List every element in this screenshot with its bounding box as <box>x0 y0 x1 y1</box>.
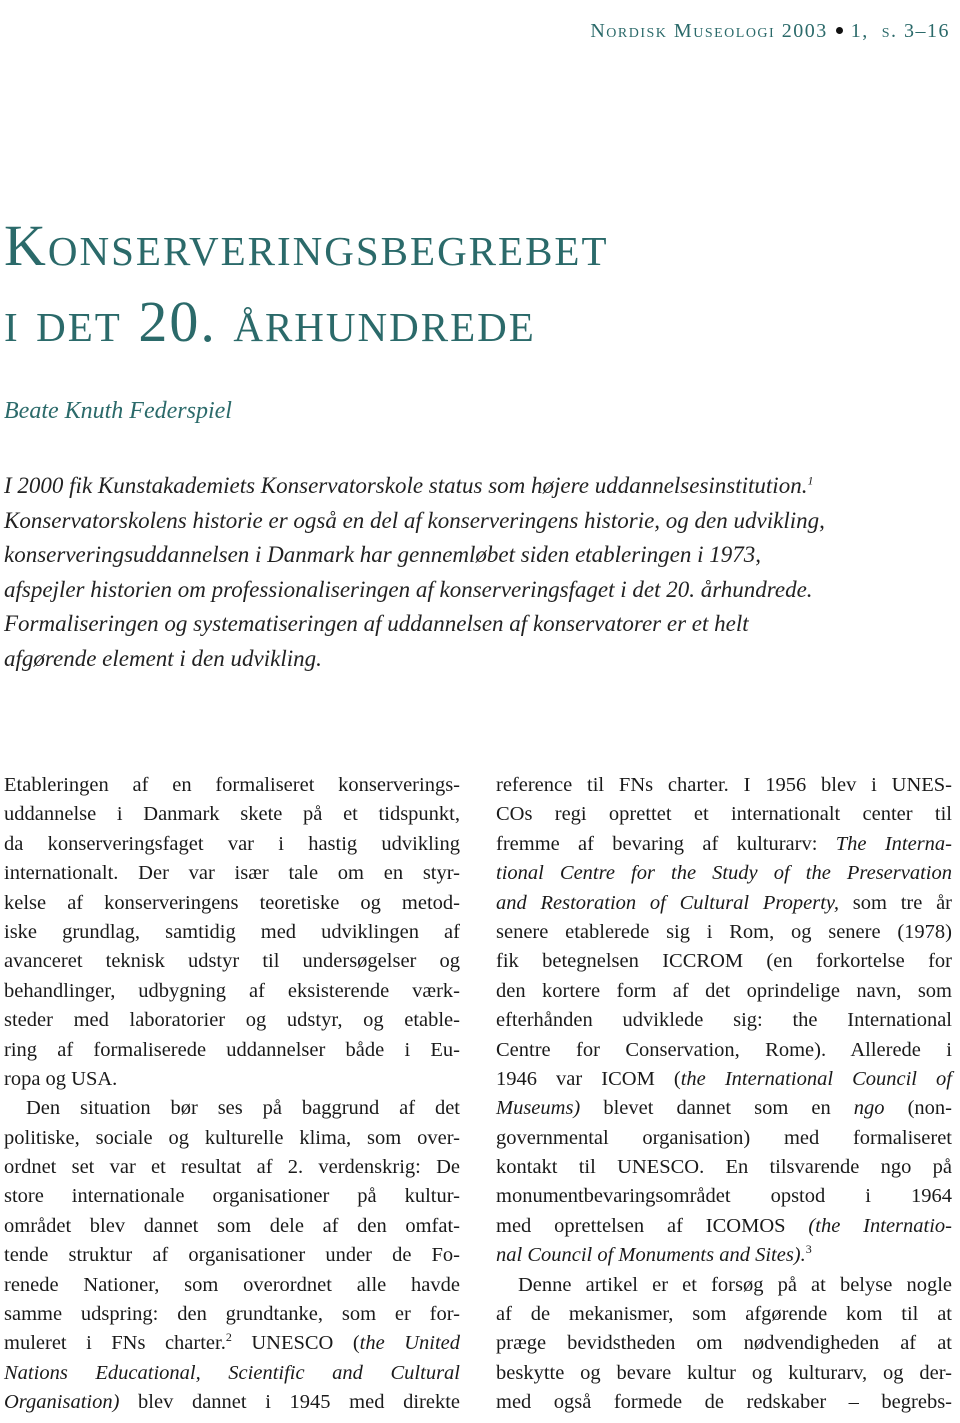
body-line: politiske, sociale og kulturelle klima, som over- <box>4 1126 460 1149</box>
abstract <box>4 469 954 676</box>
body-line: nal Council of Monuments and Sites).$^3$ <box>496 1242 812 1267</box>
body-line: fik betegnelsen ICCROM (en forkortelse for <box>496 950 952 973</box>
title-line-2: i det 20. århundrede <box>4 289 536 354</box>
body-line: kontakt til UNESCO. En tilsvarende ngo på <box>496 1156 952 1179</box>
abstract-line: afgørende element i den udvikling. <box>4 645 322 671</box>
body-line: behandlinger, udbygning af eksisterende værk- <box>4 979 460 1002</box>
body-line: fremme af bevaring af kulturarv: The Interna- <box>496 832 952 855</box>
body-line: ring af formaliserede uddannelser både i Eu- <box>4 1038 460 1061</box>
body-line: reference til FNs charter. I 1956 blev i UNES- <box>496 774 952 796</box>
body-line: ordnet set var et resultat af 2. verdenskrig: De <box>4 1156 460 1179</box>
body-line: renede Nationer, som overordnet alle havde <box>4 1273 460 1296</box>
bullet-dot-icon <box>836 27 843 34</box>
body-line: 1946 var ICOM (the International Council of <box>496 1067 952 1090</box>
body-line: governmental organisation) med formaliseret <box>496 1126 952 1149</box>
body-line: beskytte og bevare kultur og kulturarv, og der- <box>496 1361 952 1384</box>
body-line: senere etablerede sig i Rom, og senere (1978) <box>496 920 952 943</box>
body-line: uddannelse i Danmark skete på et tidspunkt, <box>4 803 460 826</box>
body-line: and Restoration of Cultural Property, som tre år <box>496 891 952 914</box>
running-head <box>590 20 950 43</box>
body-line: efterhånden udviklede sig: the International <box>496 1009 952 1032</box>
body-line: den kortere form af det oprindelige navn, som <box>496 979 952 1002</box>
footnote-ref-2[interactable]: 2 <box>225 1330 232 1345</box>
abstract-line: afspejler historien om professionaliseringen af konserveringsfaget i det 20. århundrede. <box>4 576 813 602</box>
body-line: internationalt. Der var især tale om en styr- <box>4 862 460 885</box>
body-line: tende struktur af organisationer under de Fo- <box>4 1244 460 1267</box>
title-line-1: Konserveringsbegrebet <box>4 213 609 278</box>
body-line: Organisation) blev dannet i 1945 med direkte <box>4 1391 460 1414</box>
author-name: Beate Knuth Federspiel <box>4 398 232 424</box>
body-line: monumentbevaringsområdet opstod i 1964 <box>496 1185 952 1208</box>
journal-name: Nordisk Museologi 2003 <box>590 20 828 42</box>
body-line: præge bevidstheden om nødvendigheden af at <box>496 1332 952 1355</box>
abstract-line: Formaliseringen og systematiseringen af uddannelsen af konservatorer er et helt <box>4 611 749 636</box>
page-range: s. 3–16 <box>881 20 950 42</box>
body-line: Nations Educational, Scientific and Cultural <box>4 1361 460 1384</box>
footnote-ref-1[interactable]: 1 <box>807 473 814 488</box>
body-line: Denne artikel er et forsøg på at belyse nogle <box>518 1273 952 1296</box>
body-line: kelse af konserveringens teoretiske og metod- <box>4 891 460 914</box>
body-line: ropa og USA. <box>4 1067 118 1090</box>
body-line: steder med laboratorier og udstyr, og etable- <box>4 1009 460 1032</box>
body-line: samme udspring: den grundtanke, som er for- <box>4 1303 460 1326</box>
body-line: Etableringen af en formaliseret konserverings- <box>4 774 460 796</box>
body-line: af de mekanismer, som afgørende kom til at <box>496 1303 952 1326</box>
body-column-right <box>496 771 952 1418</box>
body-line: store internationale organisationer på kultur- <box>4 1185 460 1208</box>
body-line: Museums) blevet dannet som en ngo (non- <box>496 1097 952 1120</box>
abstract-line: I 2000 fik Kunstakademiets Konservatorskole status som højere uddannelsesinstitution.$^1$ <box>4 473 814 498</box>
body-line: Den situation bør ses på baggrund af det <box>26 1097 460 1120</box>
body-line: iske grundlag, samtidig med udviklingen af <box>4 920 460 943</box>
body-column-left <box>4 771 460 1418</box>
body-line: avanceret teknisk udstyr til undersøgelser og <box>4 950 460 973</box>
body-line: COs regi oprettet et internationalt center til <box>496 803 952 826</box>
body-line: med oprettelsen af ICOMOS (the Internatio- <box>496 1214 952 1237</box>
body-line: muleret i FNs charter.$^2$ UNESCO (the United <box>4 1330 460 1355</box>
body-line: da konserveringsfaget var i hastig udvikling <box>4 832 460 855</box>
abstract-line: Konservatorskolens historie er også en del af konserveringens historie, og den udvikling, <box>4 507 825 533</box>
body-line: Centre for Conservation, Rome). Allerede i <box>496 1038 952 1061</box>
article-title <box>4 208 944 360</box>
body-line: med også formede de redskaber – begrebs- <box>496 1391 952 1414</box>
issue-number: 1, <box>850 20 869 42</box>
footnote-ref-3[interactable]: 3 <box>805 1242 812 1257</box>
body-line: tional Centre for the Study of the Preservation <box>496 862 952 885</box>
abstract-line: konserveringsuddannelsen i Danmark har gennemløbet siden etableringen i 1973, <box>4 542 761 567</box>
body-line: området blev dannet som dele af den omfat- <box>4 1214 460 1237</box>
